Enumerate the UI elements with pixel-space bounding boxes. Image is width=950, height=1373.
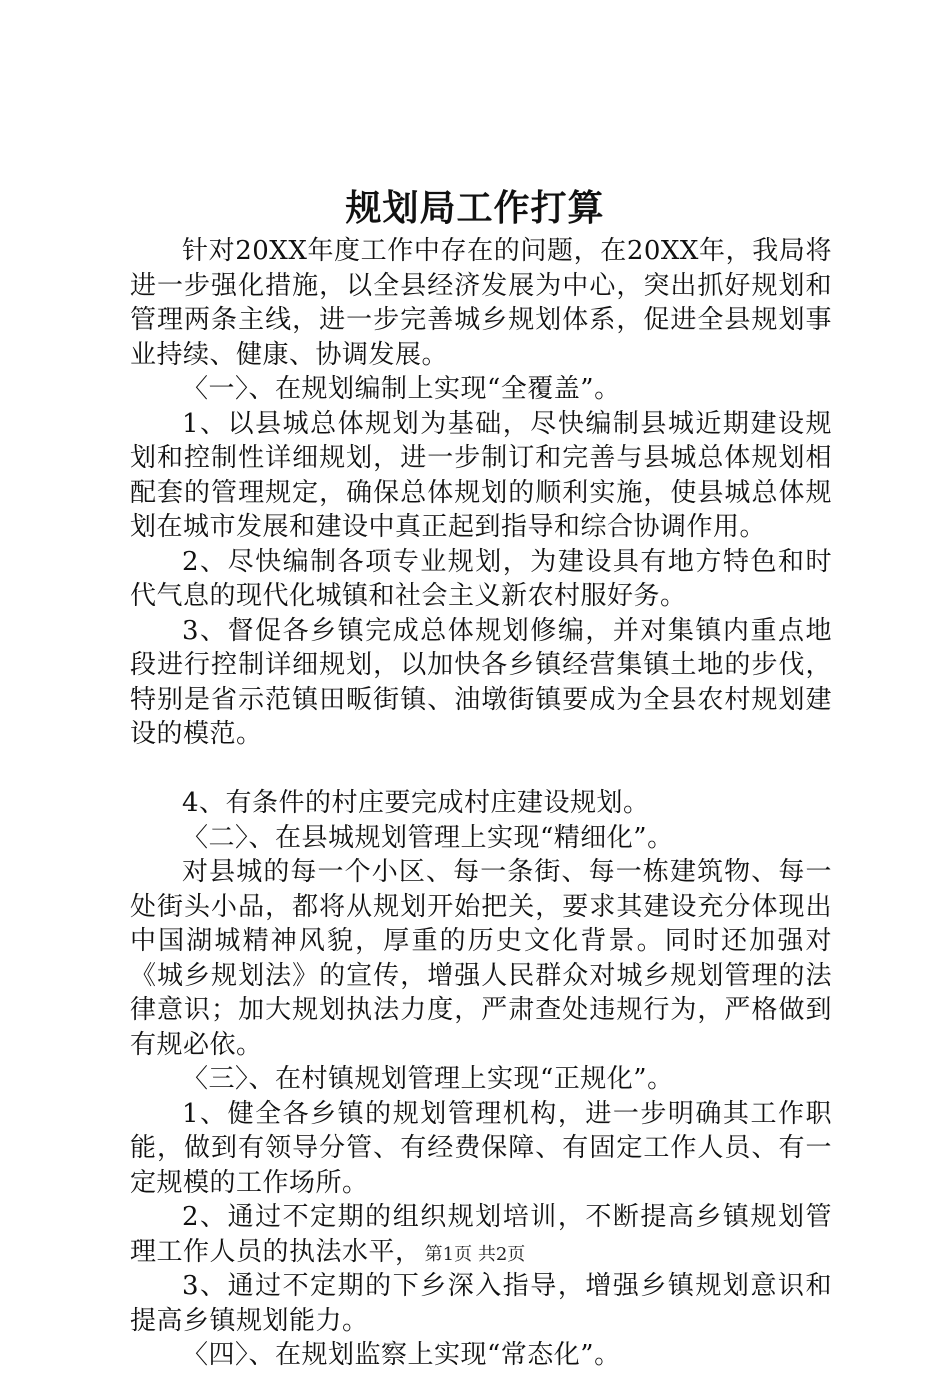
paragraph-intro: 针对20XX年度工作中存在的问题，在20XX年，我局将进一步强化措施，以全县经济发展为中心，突出抓好规划和管理两条主线，进一步完善城乡规划体系，促进全县规划事业持续、健康、协调发展。 [130,236,832,370]
section-heading-4: 〈四〉、在规划监察上实现“常态化”。 [182,1340,621,1370]
section-heading-2: 〈二〉、在县城规划管理上实现“精细化”。 [182,822,674,853]
document-body [130,234,832,1373]
page-number: 第1页 共2页 [424,1244,526,1265]
section-heading-3: 〈三〉、在村镇规划管理上实现“正规化”。 [182,1064,674,1094]
paragraph-item: 对县城的每一个小区、每一条街、每一栋建筑物、每一处街头小品，都将从规划开始把关，要求其建设充分体现出中国湖城精神风貌，厚重的历史文化背景。同时还加强对《城乡规划法》的宣传，增强人民群众对城乡规划管理的法律意识；加大规划执法力度，严肃查处违规行为，严格做到有规必依。 [130,857,832,1060]
paragraph-item: 2、通过不定期的组织规划培训，不断提高乡镇规划管理工作人员的执法水平， [130,1202,832,1267]
paragraph-item: 1、以县城总体规划为基础，尽快编制县城近期建设规划和控制性详细规划，进一步制订和完善与县城总体规划相配套的管理规定，确保总体规划的顺利实施，使县城总体规划在城市发展和建设中真正起到指导和综合协调作用。 [130,408,832,542]
section-heading-1: 〈一〉、在规划编制上实现“全覆盖”。 [182,374,621,404]
paragraph-item: 2、尽快编制各项专业规划，为建设具有地方特色和时代气息的现代化城镇和社会主义新农村服好务。 [130,546,832,611]
paragraph-item: 3、督促各乡镇完成总体规划修编，并对集镇内重点地段进行控制详细规划，以加快各乡镇经营集镇土地的步伐，特别是省示范镇田畈街镇、油墩街镇要成为全县农村规划建设的模范。 [130,615,832,749]
paragraph-item: 4、有条件的村庄要完成村庄建设规划。 [182,788,650,818]
paragraph-item: 3、通过不定期的下乡深入指导，增强乡镇规划意识和提高乡镇规划能力。 [130,1271,832,1336]
document-title: 规划局工作打算 [345,187,605,229]
paragraph-item: 1、健全各乡镇的规划管理机构，进一步明确其工作职能，做到有领导分管、有经费保障、有固定工作人员、有一定规模的工作场所。 [130,1098,832,1198]
